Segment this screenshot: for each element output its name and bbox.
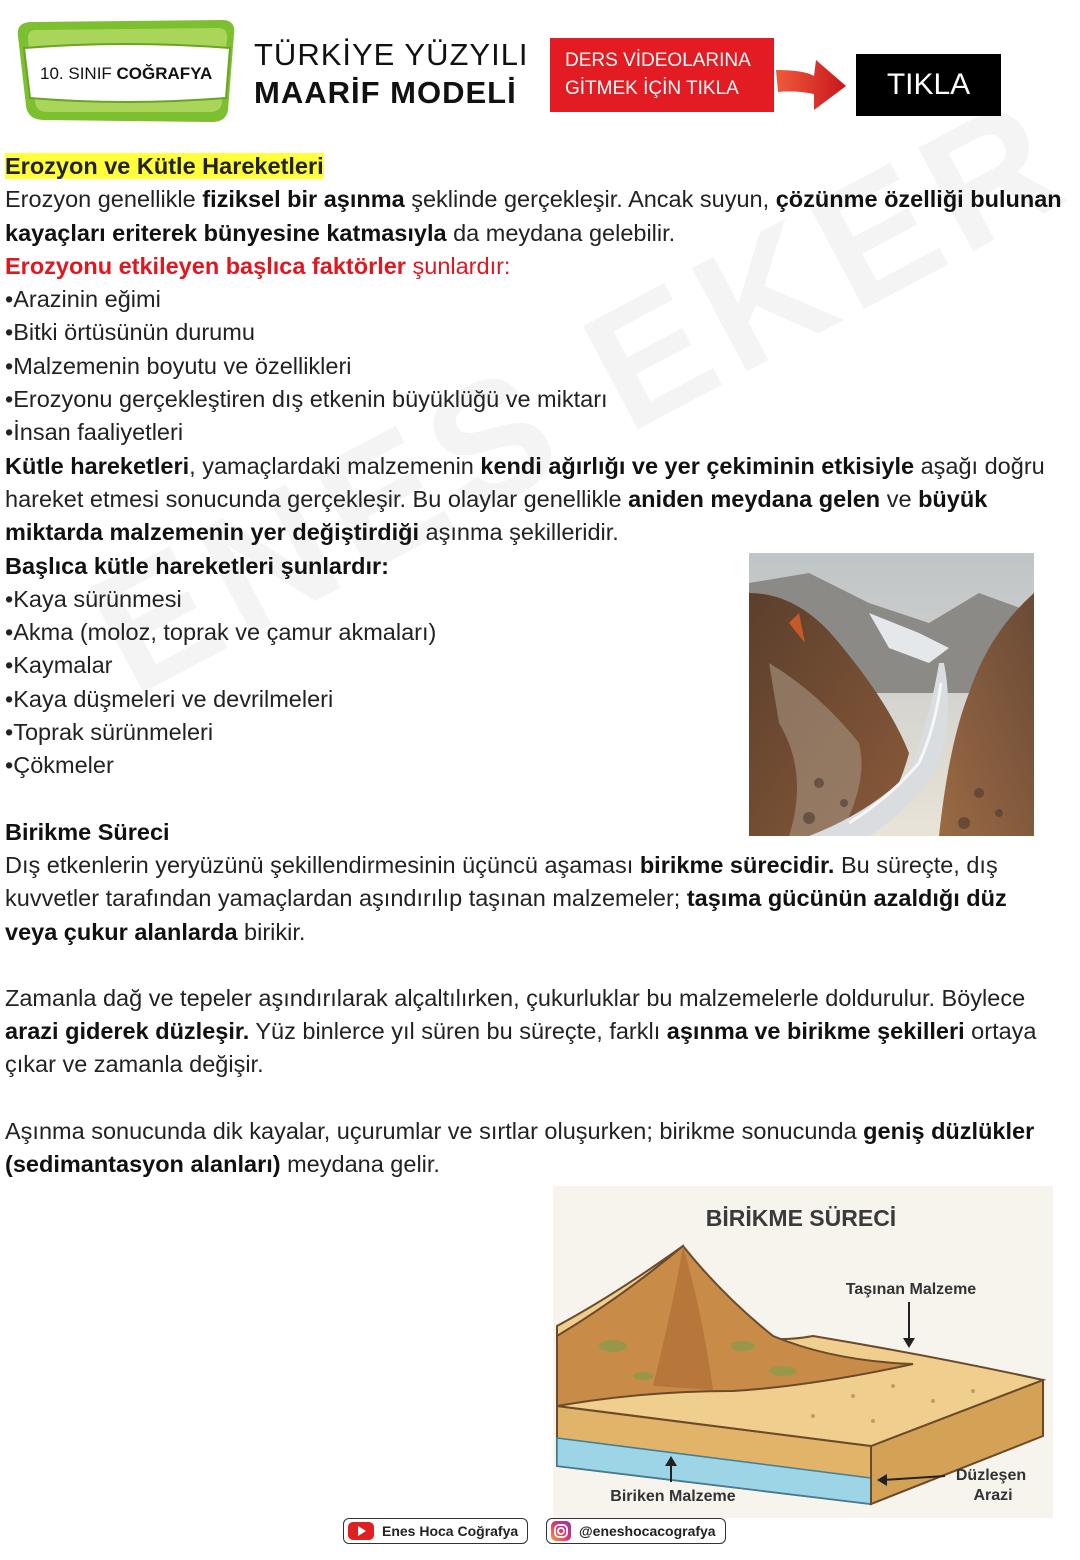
label-flattening-1: Düzleşen: [955, 1467, 1027, 1484]
header-title-line2: MAARİF MODELİ: [254, 75, 517, 110]
list-item: •Kaya sürünmesi: [5, 585, 182, 612]
lesson-videos-button[interactable]: [550, 38, 774, 112]
list-item: •Toprak sürünmeleri: [5, 719, 214, 746]
section1-heading: Erozyon ve Kütle Hareketleri: [5, 153, 324, 179]
list-item: •Arazinin eğimi: [5, 286, 161, 313]
label-flattening-2: Arazi: [973, 1487, 1013, 1504]
list-item: •Çökmeler: [5, 752, 114, 779]
click-button[interactable]: TIKLA: [856, 54, 1001, 116]
list-item: •Akma (moloz, toprak ve çamur akmaları): [5, 619, 437, 646]
label-transported-material: Taşınan Malzeme: [845, 1281, 977, 1298]
landslide-valley-image: [749, 553, 1034, 836]
lesson-videos-line1: DERS VİDEOLARINA: [565, 50, 751, 71]
grade-label: 10. SINIF COĞRAFYA: [40, 64, 213, 83]
header-title-line1: TÜRKİYE YÜZYILI: [254, 37, 529, 72]
list-item: •Kaymalar: [5, 652, 113, 679]
accumulation-paragraph-2: Zamanla dağ ve tepeler aşındırılarak alçaltılırken, çukurluklar bu malzemelerle doldurulur. Böylece arazi giderek düzleşir. Yüz binlerce yıl süren bu süreçte, farklı aşınma ve birikme şekilleri ortaya çıkar ve zamanla değişir.: [5, 984, 1037, 1078]
factors-intro: Erozyonu etkileyen başlıca faktörler şunlardır:: [5, 252, 511, 279]
youtube-icon: [348, 1522, 374, 1540]
instagram-link[interactable]: [546, 1518, 726, 1544]
mass-movement-paragraph: Kütle hareketleri, yamaçlardaki malzemenin kendi ağırlığı ve yer çekiminin etkisiyle aşağı doğru hareket etmesi sonucunda gerçekleşir. Bu olaylar genellikle aniden meydana gelen ve büyük miktarda malzemenin yer değiştirdiği aşınma şekilleridir.: [5, 452, 1045, 546]
instagram-icon: [551, 1521, 571, 1541]
mass-movements-heading: Başlıca kütle hareketleri şunlardır:: [5, 552, 389, 579]
list-item: •Kaya düşmeleri ve devrilmeleri: [5, 685, 334, 712]
list-item: •Erozyonu gerçekleştiren dış etkenin büyüklüğü ve miktarı: [5, 386, 608, 413]
list-item: •Bitki örtüsünün durumu: [5, 319, 255, 346]
youtube-label: Enes Hoca Coğrafya: [382, 1523, 519, 1539]
label-accumulated-material: Biriken Malzeme: [610, 1488, 736, 1505]
list-item: •İnsan faaliyetleri: [5, 419, 184, 446]
header-title: [254, 36, 529, 112]
list-item: •Malzemenin boyutu ve özellikleri: [5, 352, 352, 379]
lesson-videos-line2: GİTMEK İÇİN TIKLA: [565, 78, 739, 99]
instagram-label: @eneshocacografya: [579, 1523, 716, 1539]
accumulation-diagram: [553, 1186, 1053, 1518]
accumulation-paragraph-3: Aşınma sonucunda dik kayalar, uçurumlar ve sırtlar oluşurken; birikme sonucunda geniş düzlükler (sedimantasyon alanları) meydana gelir.: [5, 1117, 1035, 1178]
erosion-paragraph: Erozyon genellikle fiziksel bir aşınma şeklinde gerçekleşir. Ancak suyun, çözünme özelliği bulunan kayaçları eriterek bünyesine katmasıyla da meydana gelebilir.: [5, 186, 1062, 246]
arrow-right-icon: [774, 56, 848, 112]
diagram-title: BİRİKME SÜRECİ: [705, 1205, 897, 1231]
accumulation-paragraph-1: Dış etkenlerin yeryüzünü şekillendirmesinin üçüncü aşaması birikme sürecidir. Bu süreçte, dış kuvvetler tarafından yamaçlardan aşındırılıp taşınan malzemeler; taşıma gücünün azaldığı düz veya çukur alanlarda birikir.: [5, 851, 1007, 945]
section2-heading: Birikme Süreci: [5, 818, 170, 845]
youtube-channel-link[interactable]: [343, 1518, 528, 1544]
